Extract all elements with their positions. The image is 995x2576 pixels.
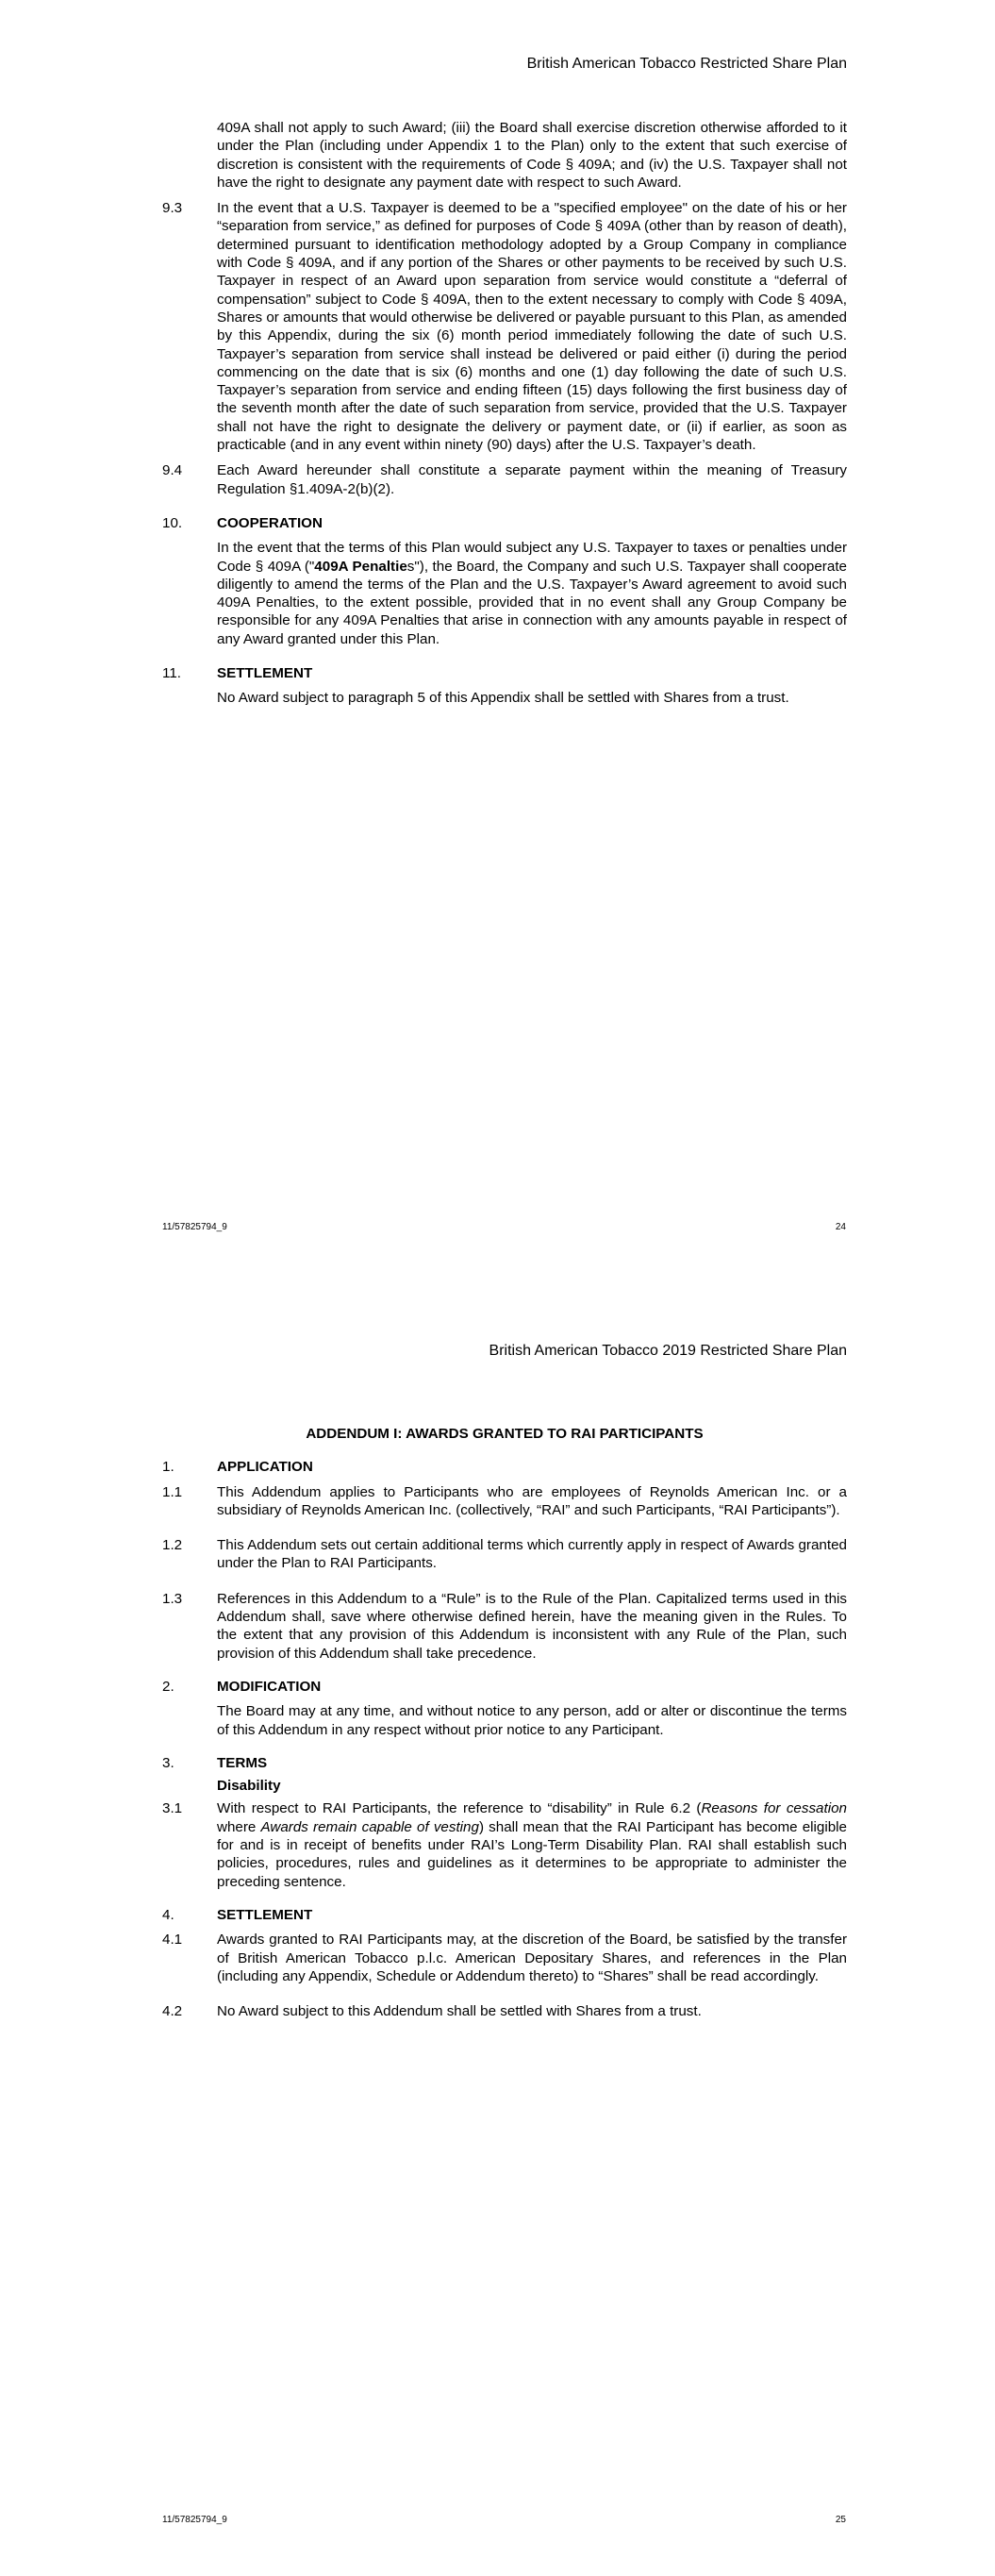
clause-text: No Award subject to this Addendum shall be settled with Shares from a trust. <box>217 2003 702 2020</box>
page-25 <box>0 1288 995 2576</box>
section-heading: SETTLEMENT <box>217 1906 313 1923</box>
section-2-heading <box>162 1678 847 1696</box>
section-1-heading <box>162 1458 847 1476</box>
section-heading: APPLICATION <box>217 1459 313 1476</box>
clause-number: 1.2 <box>162 1537 183 1554</box>
page-header: British American Tobacco 2019 Restricted Share Plan <box>489 1343 847 1359</box>
footer-page-number: 24 <box>835 1222 846 1232</box>
addendum-title: ADDENDUM I: AWARDS GRANTED TO RAI PARTICIPANTS <box>306 1426 704 1442</box>
clause-1-1 <box>162 1483 847 1520</box>
page-body <box>162 119 847 708</box>
text-run: s"), the Board, the Company and such U.S. Taxpayer shall cooperate diligently to amend the terms of the Plan and the U.S. Taxpayer’s Award agreement to avoid such 409A Penalties, to the extent possible, provided that in no event shall any Group Company be responsible for any 409A Penalties that arise in connection with any amounts payable in respect of any Award granted under this Plan. <box>217 558 847 647</box>
clause-4-2 <box>162 2002 847 2020</box>
section-number: 2. <box>162 1678 174 1695</box>
section-number: 1. <box>162 1459 174 1476</box>
section-number: 4. <box>162 1906 174 1923</box>
section-10-text <box>217 539 847 648</box>
section-11-text: No Award subject to paragraph 5 of this Appendix shall be settled with Shares from a trust. <box>217 690 789 707</box>
section-10-heading <box>162 514 847 532</box>
clause-1-2 <box>162 1536 847 1573</box>
defined-term: 409A Penaltie <box>314 558 407 575</box>
section-number: 10. <box>162 514 183 531</box>
clause-text: Awards granted to RAI Participants may, at the discretion of the Board, be satisfied by the transfer of British American Tobacco p.l.c. American Depositary Shares, and references in the Plan (including any Appendix, Schedule or Addendum thereto) to “Shares” shall be read accordingly. <box>217 1932 847 1984</box>
clause-4-1 <box>162 1931 847 1985</box>
section-number: 3. <box>162 1754 174 1771</box>
footer-doc-id: 11/57825794_9 <box>162 2515 227 2525</box>
section-3-heading <box>162 1754 847 1772</box>
rule-reference: Awards remain capable of vesting <box>260 1818 479 1835</box>
section-heading: SETTLEMENT <box>217 665 313 682</box>
clause-text: This Addendum sets out certain additional terms which currently apply in respect of Awards granted under the Plan to RAI Participants. <box>217 1537 847 1572</box>
clause-9-3 <box>162 199 847 454</box>
clause-text: Each Award hereunder shall constitute a separate payment within the meaning of Treasury Regulation §1.409A-2(b)(2). <box>217 462 847 497</box>
section-4-heading <box>162 1906 847 1924</box>
section-2-text: The Board may at any time, and without notice to any person, add or alter or discontinue the terms of this Addendum in any respect without prior notice to any Participant. <box>217 1703 847 1738</box>
clause-number: 1.1 <box>162 1483 183 1500</box>
clause-3-1 <box>162 1799 847 1890</box>
clause-number: 1.3 <box>162 1590 183 1607</box>
subheading-disability: Disability <box>217 1778 281 1795</box>
clause-number: 9.4 <box>162 462 183 479</box>
section-heading: TERMS <box>217 1754 268 1771</box>
clause-number: 9.3 <box>162 200 183 217</box>
clause-text: This Addendum applies to Participants who are employees of Reynolds American Inc. or a subsidiary of Reynolds American Inc. (collectively, “RAI” and such Participants, “RAI Participants”). <box>217 1483 847 1518</box>
clause-number: 4.1 <box>162 1932 183 1949</box>
section-11-heading <box>162 664 847 682</box>
clause-1-3 <box>162 1590 847 1663</box>
text-run: With respect to RAI Participants, the reference to “disability” in Rule 6.2 ( <box>217 1800 702 1817</box>
text-run: where <box>217 1818 261 1835</box>
rule-reference: Reasons for cessation <box>701 1800 847 1817</box>
page-header: British American Tobacco Restricted Share Plan <box>526 56 847 72</box>
clause-number: 4.2 <box>162 2003 183 2020</box>
clause-text <box>217 1799 847 1890</box>
section-heading: MODIFICATION <box>217 1678 322 1695</box>
section-number: 11. <box>162 665 181 682</box>
text-run: In the event that the terms of this Plan would subject any U.S. Taxpayer to taxes or penalties under Code § 409A (" <box>217 540 847 575</box>
clause-9-4 <box>162 461 847 498</box>
page-body <box>162 1425 847 2020</box>
clause-text: In the event that a U.S. Taxpayer is deemed to be a "specified employee" on the date of his or her “separation from service,” as defined for purposes of Code § 409A (other than by reason of death), determined pursuant to identification methodology adopted by a Group Company in compliance with Code § 409A, and if any portion of the Shares or other payments to be received by such U.S. Taxpayer in respect of an Award upon separation from service would constitute a “deferral of compensation” subject to Code § 409A, then to the extent necessary to comply with Code § 409A, Shares or amounts that would otherwise be delivered or payable pursuant to this Plan, as amended by this Appendix, during the six (6) month period immediately following the date of such U.S. Taxpayer’s separation from service shall instead be delivered or paid either (i) during the period commencing on the date that is six (6) months and one (1) day following the date of such U.S. Taxpayer’s separation from service and ending fifteen (15) days following the first business day of the seventh month after the date of such separation from service, provided that the U.S. Taxpayer shall not have the right to designate the delivery or payment date, or (ii) if earlier, as soon as practicable (and in any event within ninety (90) days) after the U.S. Taxpayer’s death. <box>217 200 847 454</box>
footer-doc-id: 11/57825794_9 <box>162 1222 227 1232</box>
section-heading: COOPERATION <box>217 514 323 531</box>
clause-number: 3.1 <box>162 1800 183 1817</box>
text-run: ) shall mean that the RAI Participant has become eligible for and is in receipt of benefits under RAI’s Long-Term Disability Plan. RAI shall establish such policies, procedures, rules and guidelines as it determines to be appropriate to administer the preceding sentence. <box>217 1818 847 1890</box>
continuation-paragraph: 409A shall not apply to such Award; (iii) the Board shall exercise discretion otherwise afforded to it under the Plan (including under Appendix 1 to the Plan) only to the extent that such exercise of discretion is consistent with the requirements of Code § 409A; and (iv) the U.S. Taxpayer shall not have the right to designate any payment date with respect to such Award. <box>217 120 847 191</box>
footer-page-number: 25 <box>835 2515 846 2525</box>
clause-text: References in this Addendum to a “Rule” is to the Rule of the Plan. Capitalized terms used in this Addendum shall, save where otherwise defined herein, have the meaning given in the Rules. To the extent that any provision of this Addendum is inconsistent with any Rule of the Plan, such provision of this Addendum shall take precedence. <box>217 1590 847 1662</box>
